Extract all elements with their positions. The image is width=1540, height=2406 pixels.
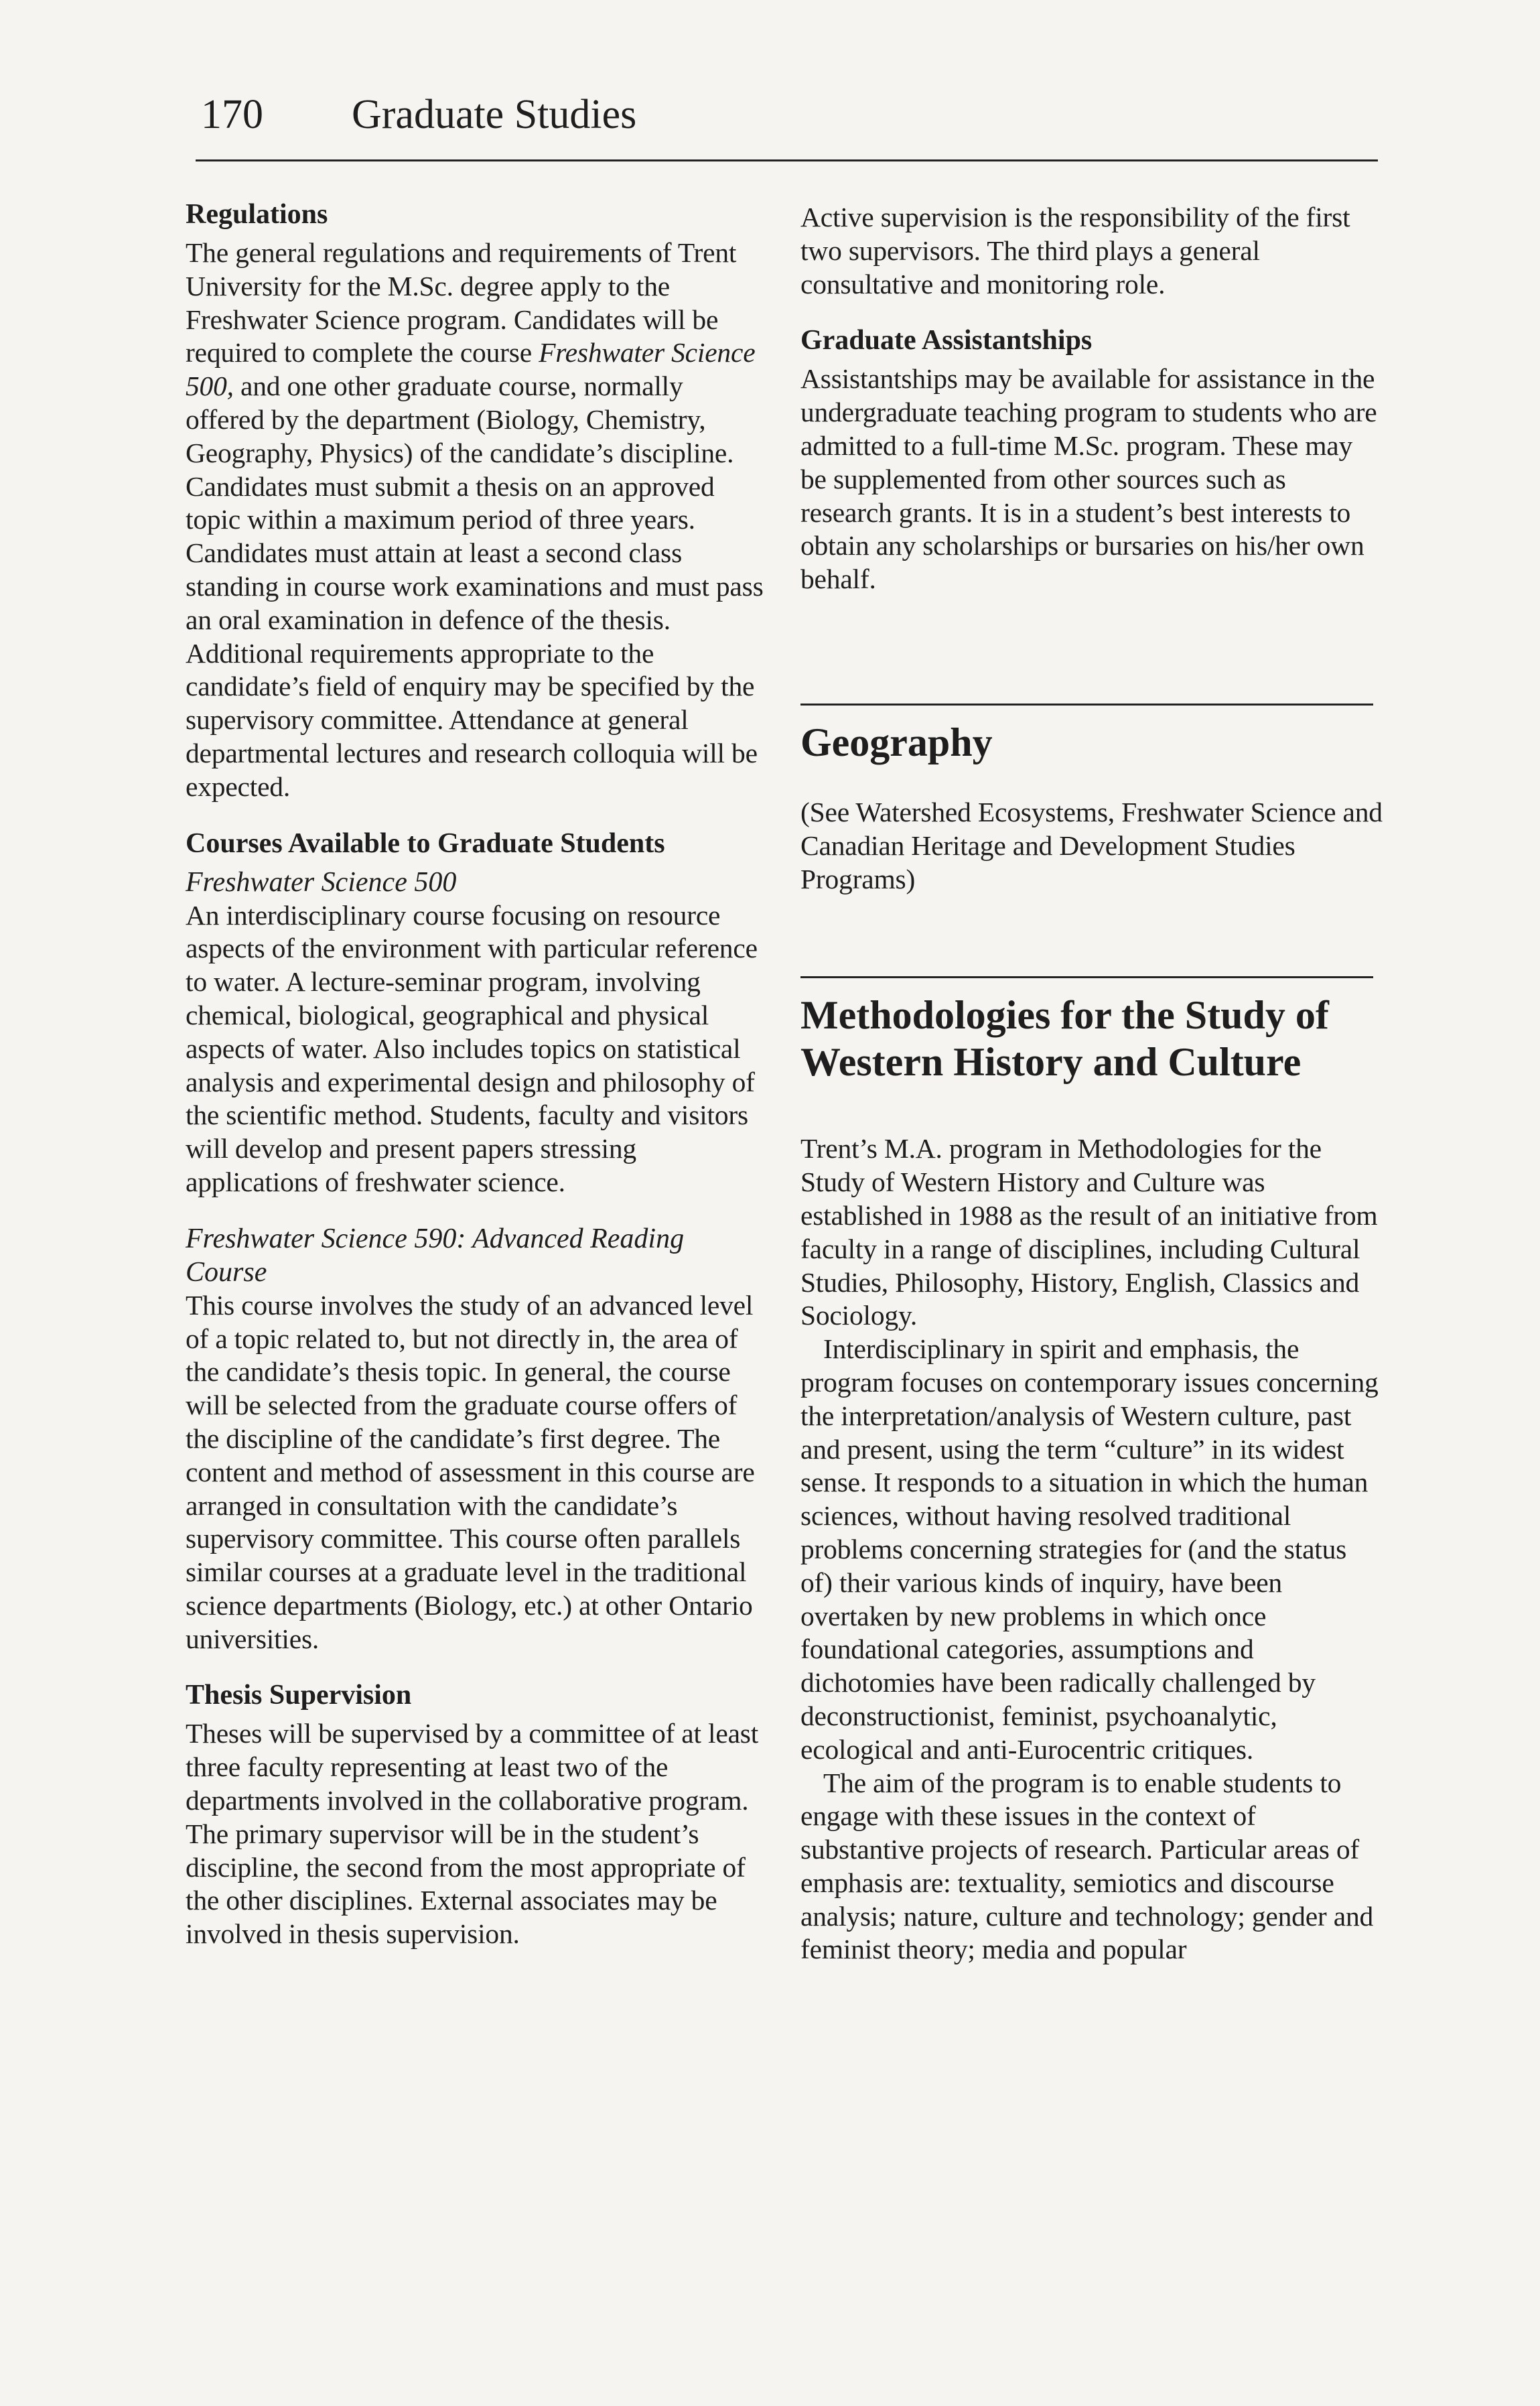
- regulations-heading: Regulations: [186, 199, 328, 230]
- page-number: 170: [201, 92, 263, 137]
- course-500-title: Freshwater Science 500: [186, 866, 457, 898]
- methodologies-heading: Methodologies for the Study of Western History and Culture: [800, 993, 1329, 1085]
- header-rule: [196, 159, 1378, 161]
- geography-text: (See Watershed Ecosystems, Freshwater Science and Canadian Heritage and Development Studies Programs): [800, 796, 1383, 894]
- assistantships-heading: Graduate Assistantships: [800, 325, 1093, 356]
- left-column: [186, 198, 768, 1951]
- methodologies-para-2: Interdisciplinary in spirit and emphasis, the program focuses on contemporary issues concerning the interpretation/analysis of Western culture, past and present, using the term “culture” in its widest sense. It responds to a situation in which the human sciences, without having resolved traditional problems concerning strategies for (and the status of) their various kinds of inquiry, have been overtaken by new problems in which once foundational categories, assumptions and dichotomies have been radically challenged by deconstructionist, feminist, psychoanalytic, ecological and anti-Eurocentric critiques.: [800, 1333, 1379, 1765]
- regulations-text: The general regulations and requirements of Trent University for the M.Sc. degree apply to the Freshwater Science program. Candidates will be required to complete the course Freshwater Science 500, and one other graduate course, normally offered by the department (Biology, Chemistry, Geography, Physics) of the candidate’s discipline. Candidates must submit a thesis on an approved topic within a maximum period of three years. Candidates must attain at least a second class standing in course work examinations and must pass an oral examination in defence of the thesis. Additional requirements appropriate to the candidate’s field of enquiry may be specified by the supervisory committee. Attendance at general departmental lectures and research colloquia will be expected.: [186, 237, 764, 802]
- assistantships-text: Assistantships may be available for assistance in the undergraduate teaching program to students who are admitted to a full-time M.Sc. program. These may be supplemented from other sources such as research grants. It is in a student’s best interests to obtain any scholarships or bursaries on his/her own behalf.: [800, 363, 1377, 595]
- methodologies-para-3: The aim of the program is to enable students to engage with these issues in the context of substantive projects of research. Particular areas of emphasis are: textuality, semiotics and discourse analysis; nature, culture and technology; gender and feminist theory; media and popular: [800, 1767, 1374, 1965]
- geography-heading: Geography: [800, 720, 993, 764]
- courses-heading: Courses Available to Graduate Students: [186, 827, 665, 859]
- supervision-continued-text: Active supervision is the responsibility of the first two supervisors. The third plays a general consultative and monitoring role.: [800, 202, 1350, 299]
- course-500-description: An interdisciplinary course focusing on resource aspects of the environment with particular reference to water. A lecture-seminar program, involving chemical, biological, geographical and physical aspects of water. Also includes topics on statistical analysis and experimental design and philosophy of the scientific method. Students, faculty and visitors will develop and present papers stressing applications of freshwater science.: [186, 899, 758, 1197]
- course-590-description: This course involves the study of an advanced level of a topic related to, but not directly in, the area of the candidate’s thesis topic. In general, the course will be selected from the graduate course offers of the discipline of the candidate’s first degree. The content and method of assessment in this course are arranged in consultation with the candidate’s supervisory committee. This course often parallels similar courses at a graduate level in the traditional science departments (Biology, etc.) at other Ontario universities.: [186, 1289, 755, 1654]
- running-head: [201, 94, 636, 135]
- thesis-supervision-text: Theses will be supervised by a committee of at least three faculty representing at least two of the departments involved in the collaborative program. The primary supervisor will be in the student’s discipline, the second from the most appropriate of the other disciplines. External associates may be involved in thesis supervision.: [186, 1718, 759, 1950]
- course-590-title: Freshwater Science 590: Advanced Reading Course: [186, 1223, 685, 1288]
- right-column: [800, 201, 1383, 1966]
- section-title: Graduate Studies: [352, 92, 637, 137]
- methodologies-para-1: Trent’s M.A. program in Methodologies for the Study of Western History and Culture was established in 1988 as the result of an initiative from faculty in a range of disciplines, including Cultural Studies, Philosophy, History, English, Classics and Sociology.: [800, 1133, 1378, 1331]
- thesis-supervision-heading: Thesis Supervision: [186, 1680, 412, 1711]
